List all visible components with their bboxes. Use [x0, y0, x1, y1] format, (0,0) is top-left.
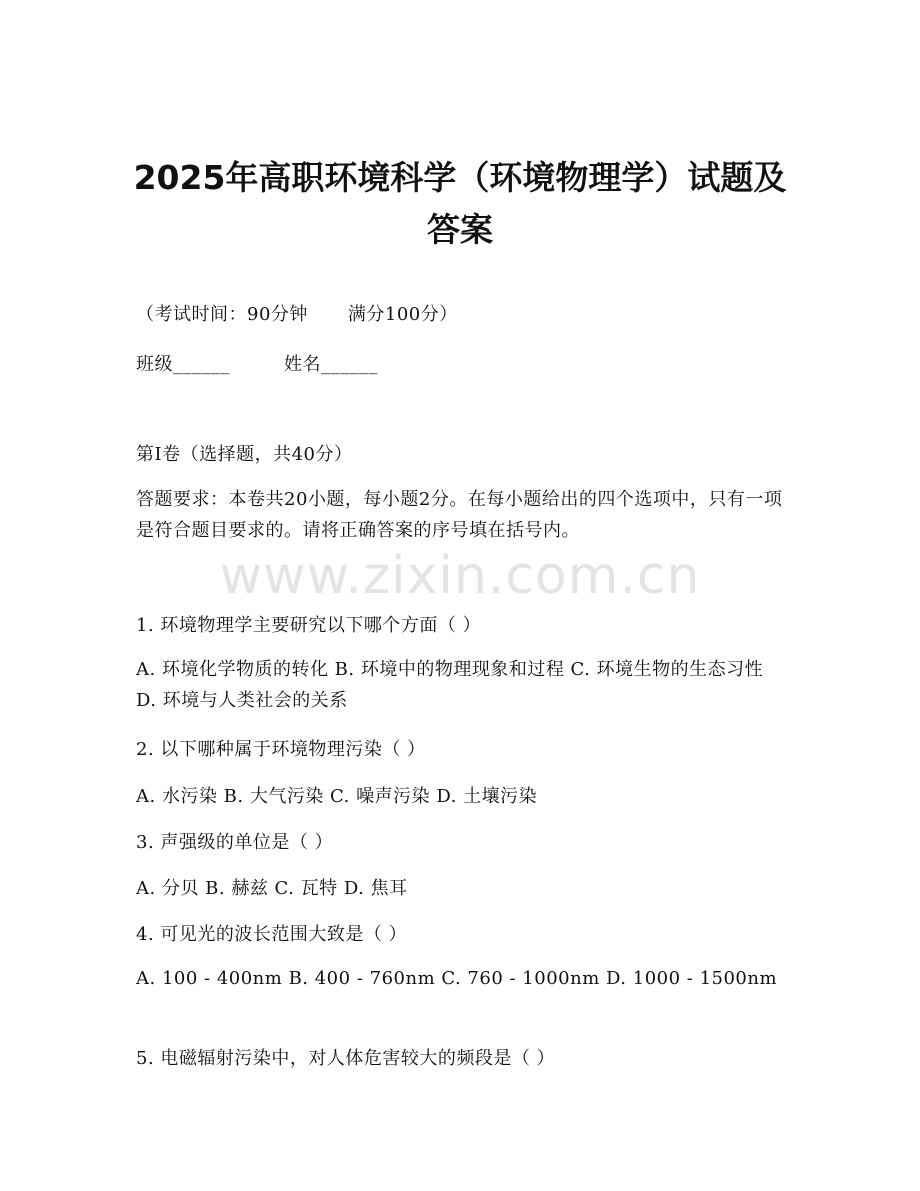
question-2-options: A. 水污染 B. 大气污染 C. 噪声污染 D. 土壤污染: [136, 786, 538, 807]
class-field: 班级______: [136, 354, 230, 375]
question-1-stem: 1. 环境物理学主要研究以下哪个方面（ ）: [136, 615, 482, 636]
instructions: 答题要求：本卷共20小题，每小题2分。在每小题给出的四个选项中，只有一项是符合题目要求的。请将正确答案的序号填在括号内。: [136, 489, 783, 541]
question-3-options: A. 分贝 B. 赫兹 C. 瓦特 D. 焦耳: [136, 878, 408, 899]
exam-info: [136, 300, 458, 326]
exam-score: 满分100分）: [347, 304, 458, 325]
student-fields: [136, 350, 378, 376]
name-field: 姓名______: [284, 354, 378, 375]
question-1-options: A. 环境化学物质的转化 B. 环境中的物理现象和过程 C. 环境生物的生态习性 D. 环境与人类社会的关系: [136, 659, 764, 711]
question-2-stem: 2. 以下哪种属于环境物理污染（ ）: [136, 739, 426, 760]
question-4-options: A. 100 - 400nm B. 400 - 760nm C. 760 - 1000nm D. 1000 - 1500nm: [136, 968, 778, 989]
title-line-1: 2025年高职环境科学（环境物理学）试题及: [133, 158, 787, 197]
question-4-stem: 4. 可见光的波长范围大致是（ ）: [136, 924, 408, 945]
question-3-stem: 3. 声强级的单位是（ ）: [136, 832, 334, 853]
title-line-2: 答案: [427, 210, 493, 249]
document-title: [100, 152, 820, 256]
question-5-stem: 5. 电磁辐射污染中，对人体危害较大的频段是（ ）: [136, 1048, 556, 1069]
section-title: 第I卷（选择题，共40分）: [136, 444, 353, 465]
watermark: www.zixin.com.cn: [219, 546, 701, 606]
exam-time: （考试时间：90分钟: [136, 304, 308, 325]
